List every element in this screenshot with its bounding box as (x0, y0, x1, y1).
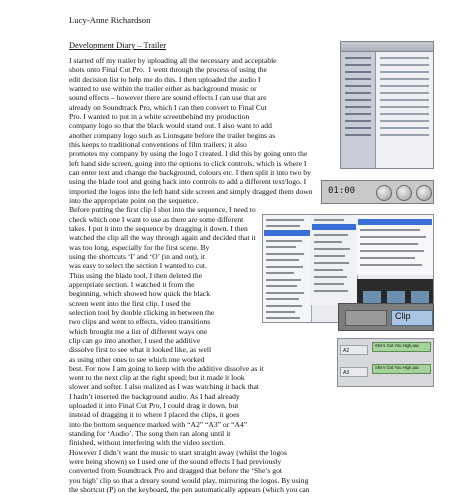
browser-list (376, 52, 433, 168)
body-line: which brought me a list of different ways one (69, 326, 208, 336)
audio-clip: She's Got You High.aac (372, 364, 431, 374)
body-line: imported the logos into the left hand side screen and simply dragged them down (69, 186, 313, 196)
body-line: was easy to select the section I wanted to cut. (69, 261, 207, 271)
body-line: best. For now I am going to keep with the additive dissolve as it (69, 363, 264, 373)
browser-titlebar (341, 42, 433, 52)
body-line: takes. I put it into the sequence by dragging it down. I then (69, 223, 248, 233)
body-line: another company logo such as Lionsgate before the trailer begins as (69, 130, 276, 140)
timecode-screenshot (321, 180, 434, 204)
body-line: using the shortcuts ‘I’ and ‘O’ (in and out), it (69, 251, 205, 261)
body-line: standing for ‘Audio’. The song then ran along until it (69, 429, 231, 439)
body-line: watched the clip all the way through again and decided that it (69, 233, 256, 243)
body-line: already on Soundtrack Pro, which I can then convert to Final Cut (69, 102, 267, 112)
body-line: sound effects – however there are sound effects I can use that are (69, 93, 267, 103)
jog-knob-icon (376, 185, 392, 201)
body-line: wanted to use within the trailer either as background music or (69, 83, 257, 93)
body-line: converted from Soundtrack Pro and dragged that before the ‘She’s got (69, 466, 282, 476)
body-line: the shortcut (P) on the keyboard, the pen automatically appears (which you can (69, 485, 310, 494)
effects-menu (263, 215, 312, 322)
body-line: into the bottom sequence marked with “A2” “A3” or “A4” (69, 419, 248, 429)
transitions-submenu (311, 215, 358, 305)
body-line: was too long, especially for the first scene. By (69, 242, 210, 252)
body-line: were being shown) so I used one of the sound effects I had previously (69, 457, 282, 467)
track-label-a2: A2 (340, 345, 368, 355)
body-line: Thus using the blade tool, I then deleted the (69, 270, 203, 280)
body-line: shots onto Final Cut Pro. I went through the process of using the (69, 65, 267, 75)
audio-clip: She's Got You High.aac (372, 342, 431, 352)
body-line: edit decision list to help me do this. I then uploaded the audio I (69, 74, 261, 84)
body-line: this keeps to traditional conventions of film trailers; it also (69, 139, 247, 149)
body-line: selection tool by double clicking in between the (69, 307, 215, 317)
body-line: check which one I want to use as there are some different (69, 214, 244, 224)
track-label-a3: A3 (340, 367, 368, 377)
browser-screenshot (340, 41, 434, 169)
body-line: I hadn’t inserted the background audio. As I had already (69, 391, 240, 401)
shuttle-knob-icon (396, 185, 412, 201)
body-line: clip can go into another, I used the additive (69, 335, 201, 345)
body-line: left hand side screen, going into the options to click controls, which is where I (69, 158, 307, 168)
body-line: I started off my trailer by uploading all the necessary and acceptable (69, 56, 277, 65)
body-line: instead of dragging it to where I placed the clips, it goes (69, 410, 240, 420)
audio-tracks-screenshot (337, 338, 434, 387)
body-line: using the blade tool and going back into controls to add a different text/logo. I (69, 177, 307, 187)
body-line: uploaded it into Final Cut Pro, I could drag it down, but (69, 401, 239, 411)
body-line: appropriate section. I watched it from the (69, 279, 195, 289)
body-line: dissolve first to see what it looked like, as well (69, 345, 212, 355)
author-name: Lucy-Anne Richardson (69, 15, 151, 25)
body-line: However I didn’t want the music to start straight away (whilst the logos (69, 447, 287, 457)
clip-label: Clip (395, 311, 411, 321)
clip-screenshot (338, 303, 434, 331)
body-line: finished, without interfering with the video section. (69, 438, 226, 448)
body-line: you high’ clip so that a dreary sound would play, mirroring the logos. By using (69, 475, 309, 485)
body-line: went to the next clip at the right speed; but it made it look (69, 373, 245, 383)
body-line: two clips and went to effects, video transitions (69, 317, 211, 327)
browser-sidebar (341, 52, 376, 168)
body-line: slower and softer. I also realized as I was watching it back that (69, 382, 259, 392)
dissolve-submenu (357, 215, 433, 275)
body-line: can enter text and change the background, colours etc. I then split it into two by (69, 167, 311, 177)
body-line: into the appropriate point on the sequence. (69, 195, 199, 205)
body-line: as using other ones to see which one worked (69, 354, 205, 364)
body-line: beginning, which showed how quick the black (69, 289, 211, 299)
dial-knob-icon (416, 185, 432, 201)
diary-heading: Development Diary – Trailer (69, 41, 166, 50)
body-line: Before putting the first clip I shot into the sequence, I need to (69, 205, 256, 215)
body-line: Pro. I wanted to put in a white screenbehind my production (69, 111, 250, 121)
body-line: promotes my company by using the logo I created. I did this by going onto the (69, 149, 308, 159)
body-line: screen went into the first clip. I used the (69, 298, 191, 308)
previous-clip (345, 310, 387, 326)
body-line: company logo so that the black would stand out. I also want to add (69, 121, 272, 131)
timecode-readout: 01:00 (328, 186, 356, 196)
